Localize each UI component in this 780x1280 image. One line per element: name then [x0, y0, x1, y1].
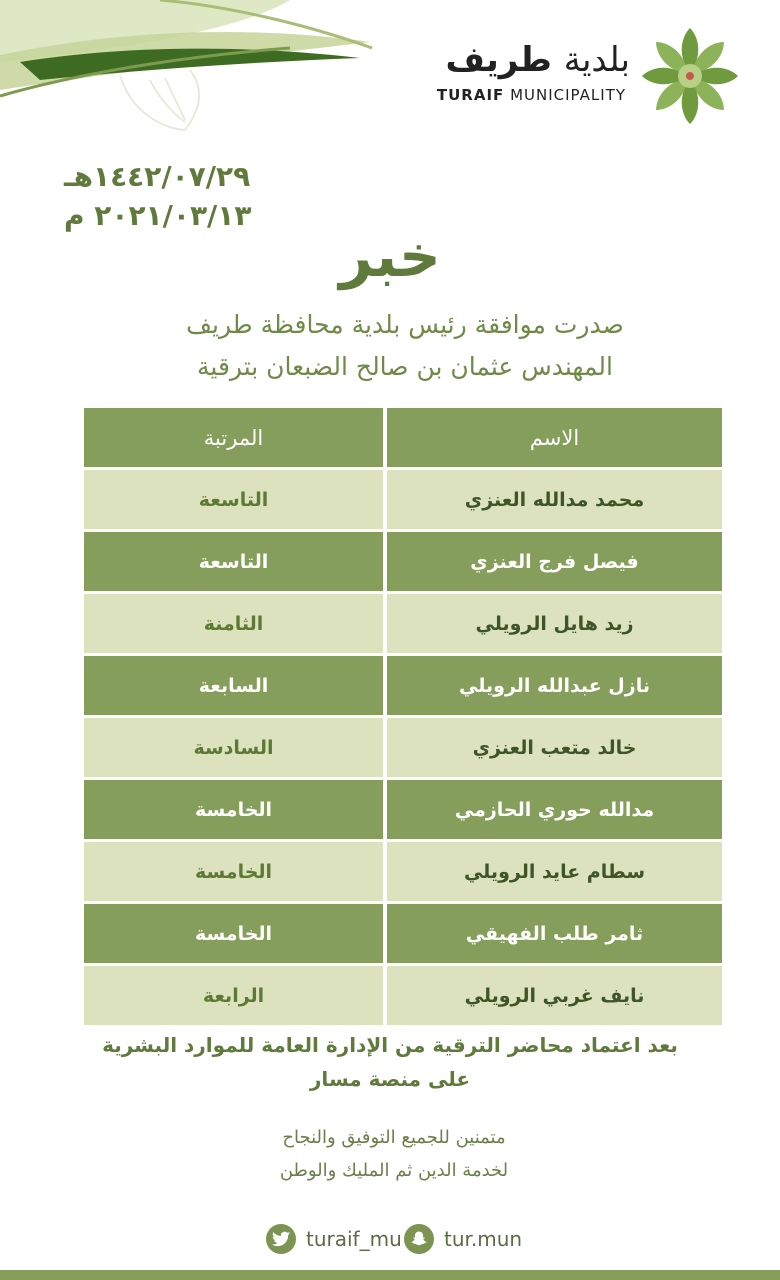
approval-note-line-1: بعد اعتماد محاضر الترقية من الإدارة العامة للموارد البشرية: [102, 1033, 678, 1057]
employee-rank: الرابعة: [84, 966, 383, 1025]
employee-rank: السابعة: [84, 656, 383, 715]
employee-rank: الخامسة: [84, 842, 383, 901]
employee-name: زيد هايل الرويلي: [387, 594, 722, 653]
table-row: [84, 904, 722, 963]
wish-line-2: لخدمة الدين ثم المليك والوطن: [279, 1160, 509, 1181]
table-row: [84, 532, 722, 591]
twitter-link[interactable]: [266, 1224, 402, 1254]
snapchat-link[interactable]: [404, 1224, 522, 1254]
bottom-bar: [0, 1270, 780, 1280]
employee-rank: الخامسة: [84, 780, 383, 839]
decorative-leaves: [0, 0, 400, 140]
approval-note-line-2: على منصة مسار: [309, 1067, 471, 1091]
employee-name: خالد متعب العنزي: [387, 718, 722, 777]
employee-name: مدالله حوري الحازمي: [387, 780, 722, 839]
logo-english-name: TURAIF MUNICIPALITY: [436, 86, 626, 104]
snapchat-icon: [404, 1224, 434, 1254]
employee-name: سطام عايد الرويلي: [387, 842, 722, 901]
table-row: [84, 780, 722, 839]
snapchat-handle: tur.mun: [444, 1227, 523, 1251]
lead-line-2: المهندس عثمان بن صالح الضبعان بترقية: [197, 352, 613, 381]
table-row: [84, 470, 722, 529]
wish-line-1: متمنين للجميع التوفيق والنجاح: [282, 1127, 506, 1148]
employee-rank: الخامسة: [84, 904, 383, 963]
logo-arabic-name: بلدية طريف: [445, 40, 630, 80]
employee-rank: السادسة: [84, 718, 383, 777]
employee-name: نازل عبدالله الرويلي: [387, 656, 722, 715]
employee-name: فيصل فرج العنزي: [387, 532, 722, 591]
table-row: [84, 966, 722, 1025]
employee-rank: التاسعة: [84, 532, 383, 591]
municipality-logo: [412, 24, 742, 134]
header-rank: المرتبة: [84, 408, 383, 467]
page-title: خبر: [339, 222, 441, 290]
gregorian-date: ٢٠٢١/٠٣/١٣ م: [64, 199, 252, 232]
promotion-table: [84, 408, 722, 1028]
leaf-emblem-icon: [638, 24, 742, 128]
table-row: [84, 718, 722, 777]
employee-name: نايف غربي الرويلي: [387, 966, 722, 1025]
table-row: [84, 594, 722, 653]
employee-name: ثامر طلب الفهيقي: [387, 904, 722, 963]
hijri-date: ١٤٤٢/٠٧/٢٩هـ: [64, 160, 251, 193]
employee-rank: الثامنة: [84, 594, 383, 653]
twitter-icon: [266, 1224, 296, 1254]
employee-rank: التاسعة: [84, 470, 383, 529]
table-row: [84, 842, 722, 901]
table-header-row: [84, 408, 722, 467]
header-name: الاسم: [387, 408, 722, 467]
table-row: [84, 656, 722, 715]
lead-line-1: صدرت موافقة رئيس بلدية محافظة طريف: [186, 310, 624, 339]
twitter-handle: turaif_mu: [306, 1227, 402, 1251]
employee-name: محمد مدالله العنزي: [387, 470, 722, 529]
